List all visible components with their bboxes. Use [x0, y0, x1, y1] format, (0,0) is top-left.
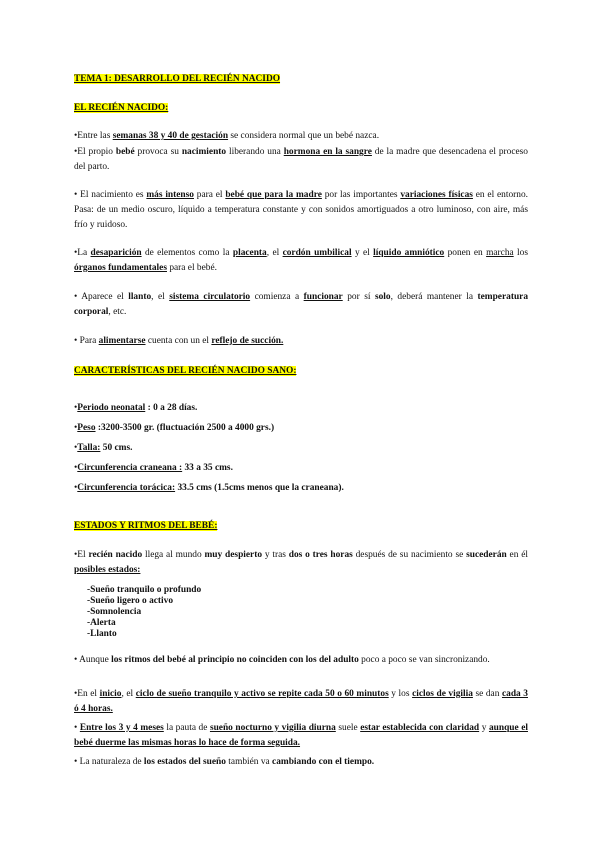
paragraph-succion: • Para alimentarse cuenta con un el reflejo de succión. — [74, 336, 284, 346]
paragraph-desaparicion: •La desaparición de elementos como la placenta, el cordón umbilical y el líquido amniótico ponen en marcha los órganos fundamentales para el bebé. — [74, 248, 528, 273]
section-heading-estados: ESTADOS Y RITMOS DEL BEBÉ: — [74, 521, 218, 531]
title-text: TEMA 1: DESARROLLO DEL RECIÉN NACIDO — [74, 74, 281, 84]
document-title — [74, 72, 528, 87]
section-heading-caracteristicas: CARACTERÍSTICAS DEL RECIÉN NACIDO SANO: — [74, 366, 297, 376]
paragraph-3-4-meses: • Entre los 3 y 4 meses la pauta de sueño nocturno y vigilia diurna suele estar establecida con claridad y aunque el bebé duerme las mismas horas lo hace de forma seguida. — [74, 723, 528, 748]
paragraph-ciclo-sueno: •En el inicio, el ciclo de sueño tranquilo y activo se repite cada 50 o 60 minutos y los ciclos de vigilia se dan cada 3 ó 4 horas. — [74, 689, 528, 714]
item-periodo-neonatal: •Periodo neonatal : 0 a 28 días. — [74, 403, 198, 413]
list-item: -Llanto — [87, 629, 117, 639]
paragraph-recien-nacido-despierto: •El recién nacido llega al mundo muy despierto y tras dos o tres horas después de su nacimiento se sucederán en él posibles estados: — [74, 550, 528, 575]
item-talla: •Talla: 50 cms. — [74, 443, 133, 453]
list-item: -Sueño ligero o activo — [87, 596, 174, 606]
paragraph-gestacion: •Entre las semanas 38 y 40 de gestación se considera normal que un bebé nazca. — [74, 131, 380, 141]
list-item: -Alerta — [87, 618, 116, 628]
paragraph-nacimiento-intenso: • El nacimiento es más intenso para el bebé que para la madre por las importantes variaciones físicas en el entorno. Pasa: de un medio oscuro, líquido a temperatura constante y con sonidos amortiguados a otro luminoso, con aire, más frío y ruidoso. — [74, 190, 528, 230]
item-circunferencia-toracica: •Circunferencia torácica: 33.5 cms (1.5cms menos que la craneana). — [74, 483, 344, 493]
list-item: -Somnolencia — [87, 607, 142, 617]
paragraph-ritmos: • Aunque los ritmos del bebé al principio no coinciden con los del adulto poco a poco se van sincronizando. — [74, 655, 490, 665]
item-peso: •Peso :3200-3500 gr. (fluctuación 2500 a 4000 grs.) — [74, 423, 275, 433]
paragraph-llanto: • Aparece el llanto, el sistema circulatorio comienza a funcionar por sí solo, deberá mantener la temperatura corporal, etc. — [74, 292, 529, 317]
states-list — [87, 585, 387, 640]
paragraph-hormona: •El propio bebé provoca su nacimiento liberando una hormona en la sangre de la madre que desencadena el proceso del parto. — [74, 147, 528, 172]
item-circunferencia-craneana: •Circunferencia craneana : 33 a 35 cms. — [74, 463, 233, 473]
list-item: -Sueño tranquilo o profundo — [87, 585, 202, 595]
paragraph-estados-sueno: • La naturaleza de los estados del sueño también va cambiando con el tiempo. — [74, 757, 375, 767]
section-heading-recien-nacido: EL RECIÉN NACIDO: — [74, 103, 169, 113]
states-list-container — [87, 585, 387, 640]
